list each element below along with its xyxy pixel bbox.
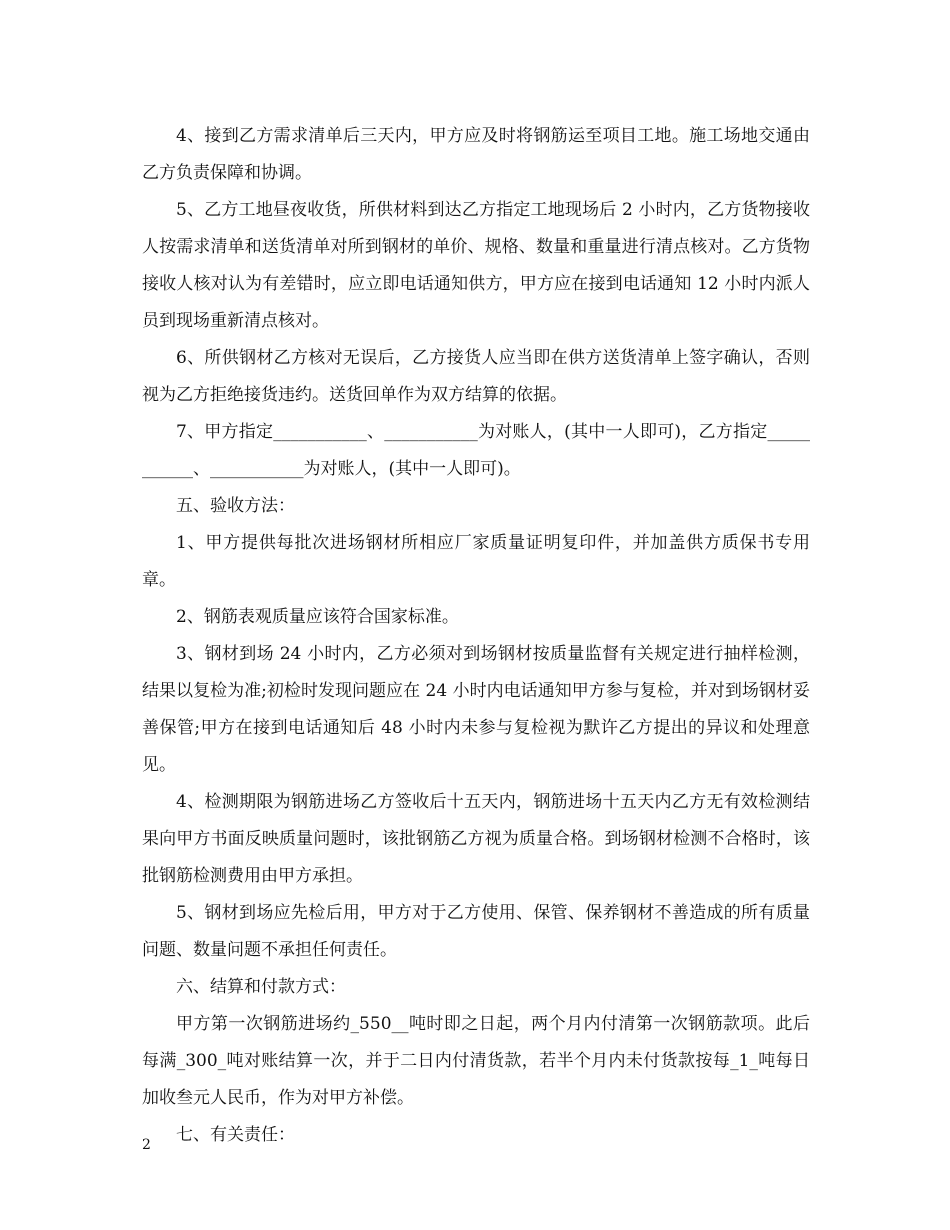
paragraph-reconciliation-persons: 7、甲方指定___________、___________为对账人，(其中一人即可)，乙方指定___________、___________为对账人，(其中一人即可)。 <box>142 422 810 479</box>
section-heading-responsibility: 七、有关责任： <box>176 1125 295 1145</box>
paragraph-test-period: 4、检测期限为钢筋进场乙方签收后十五天内，钢筋进场十五天内乙方无有效检测结果向甲方书面反映质量问题时，该批钢筋乙方视为质量合格。到场钢材检测不合格时，该批钢筋检测费用由甲方承担。 <box>142 792 810 886</box>
paragraph-receiving-check: 5、乙方工地昼夜收货，所供材料到达乙方指定工地现场后 2 小时内，乙方货物接收人按需求清单和送货清单对所到钢材的单价、规格、数量和重量进行清点核对。乙方货物接收人核对认为有差错时，应立即电话通知供方，甲方应在接到电话通知 12 小时内派人员到现场重新清点核对。 <box>142 200 810 331</box>
paragraph-delivery-time: 4、接到乙方需求清单后三天内，甲方应及时将钢筋运至项目工地。施工场地交通由乙方负责保障和协调。 <box>142 126 810 183</box>
paragraph-inspect-before-use: 5、钢材到场应先检后用，甲方对于乙方使用、保管、保养钢材不善造成的所有质量问题、数量问题不承担任何责任。 <box>142 903 810 960</box>
section-heading-acceptance: 五、验收方法： <box>176 496 295 516</box>
page-number: 2 <box>142 1137 151 1153</box>
document-body <box>142 118 810 1154</box>
paragraph-signing-confirmation: 6、所供钢材乙方核对无误后，乙方接货人应当即在供方送货清单上签字确认，否则视为乙方拒绝接货违约。送货回单作为双方结算的依据。 <box>142 348 810 405</box>
section-heading-settlement: 六、结算和付款方式： <box>176 977 346 997</box>
paragraph-sampling-test: 3、钢材到场 24 小时内，乙方必须对到场钢材按质量监督有关规定进行抽样检测，结果以复检为准;初检时发现问题应在 24 小时内电话通知甲方参与复检，并对到场钢材妥善保管;甲方在接到电话通知后 48 小时内未参与复检视为默许乙方提出的异议和处理意见。 <box>142 644 810 775</box>
paragraph-payment-terms: 甲方第一次钢筋进场约_550__吨时即之日起，两个月内付清第一次钢筋款项。此后每满_300_吨对账结算一次，并于二日内付清货款，若半个月内未付货款按每_1_吨每日加收叁元人民币，作为对甲方补偿。 <box>142 1014 810 1108</box>
paragraph-quality-certificate: 1、甲方提供每批次进场钢材所相应厂家质量证明复印件，并加盖供方质保书专用章。 <box>142 533 810 590</box>
paragraph-surface-quality: 2、钢筋表观质量应该符合国家标准。 <box>176 607 459 627</box>
